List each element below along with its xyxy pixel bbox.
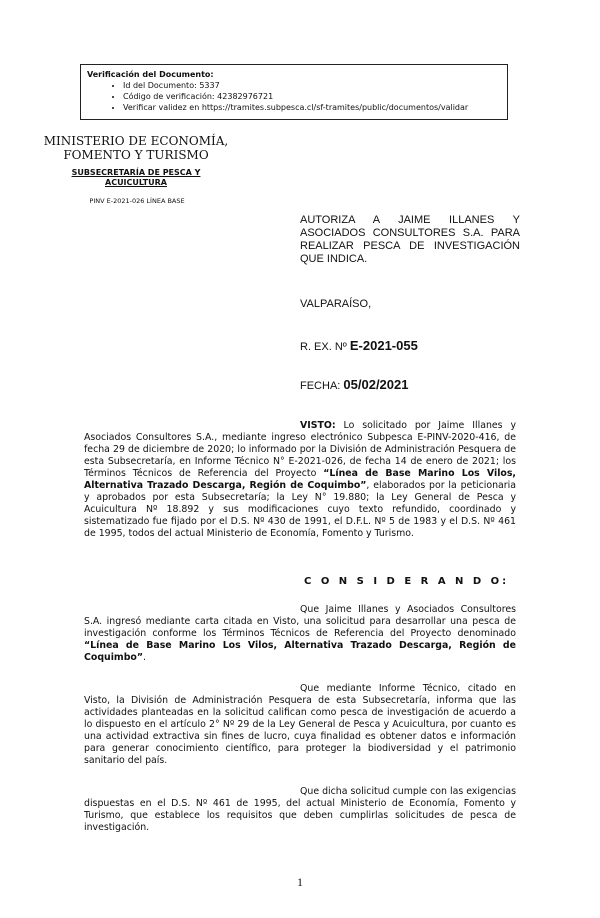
considerando-paragraph-1	[84, 604, 516, 664]
verification-id: • Id del Documento: 5337	[123, 80, 501, 91]
verification-list	[87, 80, 501, 113]
subsecretaria-line-1: SUBSECRETARÍA DE PESCA Y	[71, 168, 201, 177]
rex-label: R. EX. Nº	[300, 341, 347, 353]
subsecretaria-line-2: ACUICULTURA	[105, 178, 167, 187]
verification-code: • Código de verificación: 42382976721	[123, 91, 501, 102]
visto-paragraph	[84, 420, 516, 540]
verification-box	[80, 64, 508, 120]
resolution-title: AUTORIZA A JAIME ILLANES Y ASOCIADOS CONSULTORES S.A. PARA REALIZAR PESCA DE INVESTIGACIÓN QUE INDICA.	[300, 214, 520, 265]
visto-text-a: Lo solicitado por Jaime Illanes y Asociados Consultores S.A., mediante ingreso electrónico Subpesca E-PINV-2020-416, de fecha 29 de diciembre de 2020; lo informado por la División de Administración Pesquera de esta Subsecretaría, en Informe Técnico N° E-2021-026, de fecha 14 de enero de 2021; los Términos Técnicos de Referencia del Proyecto	[84, 420, 516, 479]
rex-number: E-2021-055	[349, 338, 418, 353]
verification-title: Verificación del Documento:	[87, 70, 214, 79]
considerando-heading: C O N S I D E R A N D O:	[304, 576, 510, 587]
verification-url[interactable]: • Verificar validez en https://tramites.subpesca.cl/sf-tramites/public/documentos/validar	[123, 102, 501, 113]
ministry-line-1: MINISTERIO DE ECONOMÍA,	[43, 134, 229, 148]
page-number: 1	[297, 875, 303, 889]
p1-text-a: Que Jaime Illanes y Asociados Consultores S.A. ingresó mediante carta citada en Visto, una solicitud para desarrollar una pesca de investigación conforme los Términos Técnicos de Referencia del Proyecto denominado	[84, 604, 516, 639]
p1-project: “Línea de Base Marino Los Vilos, Alternativa Trazado Descarga, Región de Coquimbo”	[84, 640, 516, 663]
place: VALPARAÍSO,	[300, 298, 372, 310]
p3-text: Que dicha solicitud cumple con las exigencias dispuestas en el D.S. Nº 461 de 1995, del actual Ministerio de Economía, Fomento y Turismo, que establece los requisitos que deben cumplirlas solicitudes de pesca de investigación.	[84, 786, 516, 833]
considerando-paragraph-3	[84, 786, 516, 834]
ministry-line-2: FOMENTO Y TURISMO	[63, 148, 209, 162]
visto-project: “Línea de Base Marino Los Vilos, Alternativa Trazado Descarga, Región de Coquimbo”	[84, 468, 516, 491]
ministry-name	[36, 134, 236, 162]
p2-text: Que mediante Informe Técnico, citado en Visto, la División de Administración Pesquera de esta Subsecretaría, informa que las actividades planteadas en la solicitud califican como pesca de investigación de acuerdo a lo dispuesto en el artículo 2° Nº 29 de la Ley General de Pesca y Acuicultura, por cuanto es una actividad extractiva sin fines de lucro, cuya finalidad es obtener datos e información para generar conocimiento científico, para proteger la biodiversidad y el patrimonio sanitario del país.	[84, 683, 516, 766]
resolution-number	[300, 338, 418, 353]
pinv-reference: PINV E-2021-026 LÍNEA BASE	[89, 197, 185, 205]
p1-text-b: .	[143, 652, 146, 663]
visto-text-b: , elaborados por la peticionaria y aprobados por esta Subsecretaría; la Ley N° 19.880; la Ley General de Pesca y Acuicultura Nº 18.892 y sus modificaciones cuyo texto refundido, coordinado y sistematizado fue fijado por el D.S. Nº 430 de 1991, el D.F.L. Nº 5 de 1983 y el D.S. Nº 461 de 1995, todos del actual Ministerio de Economía, Fomento y Turismo.	[84, 480, 516, 539]
date-label: FECHA:	[300, 380, 341, 392]
visto-label: VISTO:	[300, 420, 336, 431]
considerando-paragraph-2	[84, 683, 516, 767]
resolution-date	[300, 377, 408, 392]
subsecretaria-name	[66, 168, 206, 188]
date-value: 05/02/2021	[343, 377, 409, 392]
